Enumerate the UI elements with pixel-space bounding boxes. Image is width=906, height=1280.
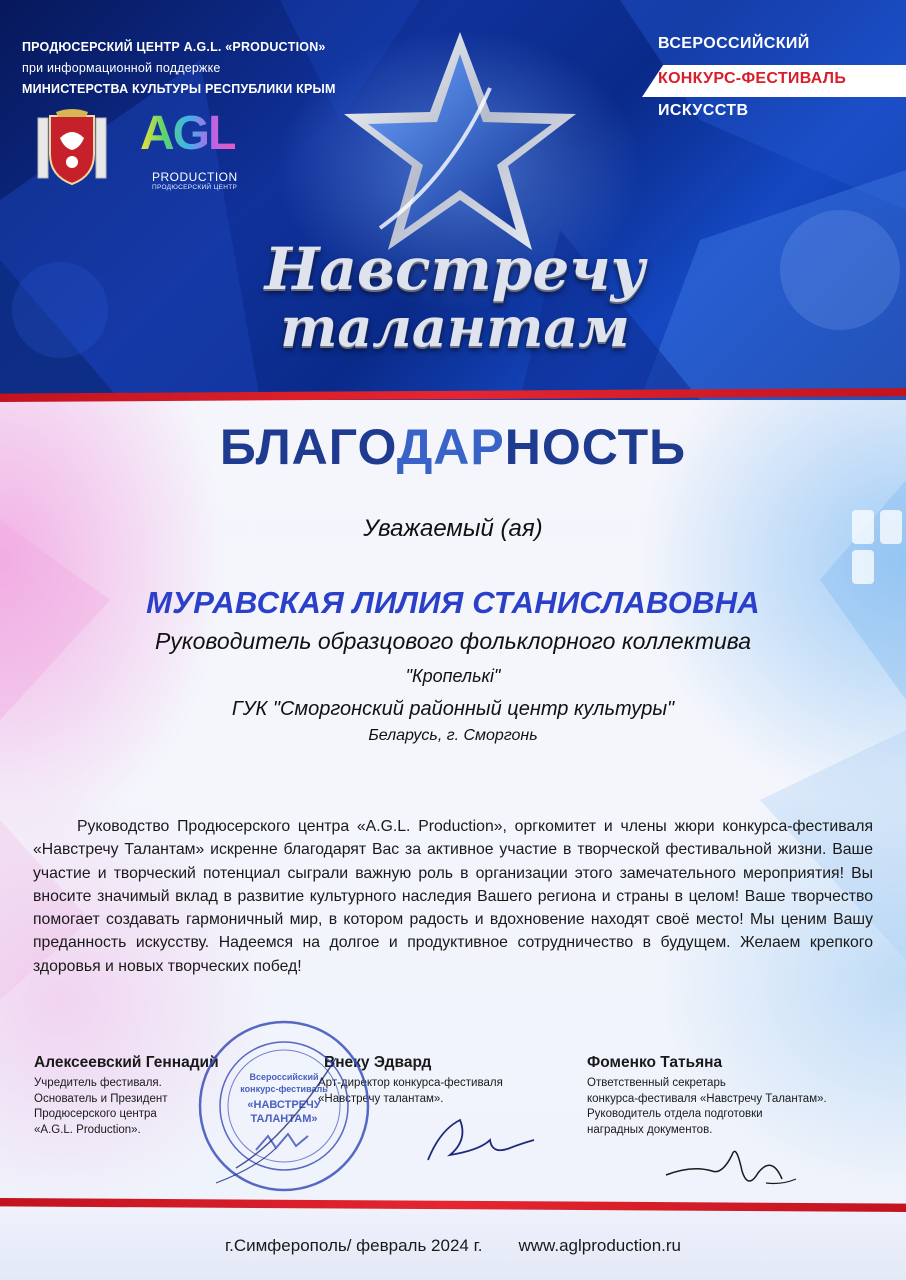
- recipient-name: МУРАВСКАЯ ЛИЛИЯ СТАНИСЛАВОВНА: [146, 585, 760, 620]
- stamp-line1: Всероссийский: [249, 1072, 319, 1082]
- ministry-line: МИНИСТЕРСТВА КУЛЬТУРЫ РЕСПУБЛИКИ КРЫМ: [22, 82, 336, 96]
- support-line: при информационной поддержке: [22, 61, 221, 75]
- footer-text: [0, 1236, 906, 1256]
- location: Беларусь, г. Сморгонь: [368, 727, 538, 744]
- silver-star-icon: [340, 28, 580, 258]
- title-part1: БЛАГО: [219, 419, 397, 475]
- certificate-title: [0, 418, 906, 476]
- title-part3: НОСТЬ: [504, 419, 687, 475]
- festival-stamp-icon: [196, 1018, 372, 1194]
- signatory-line: конкурса-фестиваля «Навстречу Талантам».: [587, 1092, 827, 1105]
- signatory-name: Внеку Эдвард: [324, 1054, 432, 1071]
- signatory-line: «A.G.L. Production».: [34, 1123, 141, 1136]
- greeting: Уважаемый (ая): [363, 515, 543, 542]
- signature-handwriting-icon: [662, 1135, 812, 1195]
- signatory-line: Продюсерского центра: [34, 1108, 157, 1120]
- producer-line: ПРОДЮСЕРСКИЙ ЦЕНТР A.G.L. «PRODUCTION»: [22, 40, 326, 54]
- festival-title-line2: талантам: [280, 295, 630, 359]
- gratitude-text: Руководство Продюсерского центра «A.G.L. Production», оргкомитет и члены жюри конкурса-фестиваля «Навстречу Талантам» искренне благодарят Вас за активное участие в творческой фестивальной жизни. Ваше участие и творческий потенциал сыграли важную роль в организации этого замечательного мероприятия! Вы вносите значимый вклад в развитие культурного наследия Вашего региона и страны в целом! Ваше творчество помогает создавать гармоничный мир, в котором радость и вдохновение находят своё место! Мы ценим Вашу преданность искусству. Надеемся на долгое и продуктивное сотрудничество в будущем. Желаем крепкого здоровья и новых творческих побед!: [33, 818, 873, 975]
- signatory-line: Основатель и Президент: [34, 1092, 168, 1105]
- signatory-line: Руководитель отдела подготовки: [587, 1108, 763, 1120]
- festival-title-line1: Навстречу: [264, 235, 646, 303]
- contest-line1: ВСЕРОССИЙСКИЙ: [658, 35, 810, 52]
- agl-subtitle: ПРОДЮСЕРСКИЙ ЦЕНТР: [152, 184, 238, 191]
- collective-name: "Кропелькі": [405, 666, 501, 686]
- stamp-line3: «НАВСТРЕЧУ: [247, 1099, 321, 1111]
- signatory-line: Учредитель фестиваля.: [34, 1077, 162, 1089]
- header-banner: [0, 0, 906, 400]
- recipient-role: Руководитель образцового фольклорного коллектива: [154, 628, 752, 654]
- header-sponsor-text: [22, 37, 336, 100]
- crimea-coat-of-arms-icon: [36, 108, 108, 188]
- signatory-line: «Навстречу талантам».: [318, 1092, 444, 1105]
- signature-handwriting-icon: [420, 1110, 540, 1170]
- footer-place-date: г.Симферополь/ февраль 2024 г.: [225, 1236, 483, 1255]
- festival-title-logo: [255, 235, 655, 359]
- signatory-line: наградных документов.: [587, 1123, 713, 1136]
- title-part2: ДАР: [396, 419, 505, 475]
- agl-production-label: PRODUCTION: [152, 170, 238, 184]
- stamp-line2: конкурс-фестиваль: [240, 1084, 328, 1094]
- signatory-name: Фоменко Татьяна: [587, 1054, 723, 1071]
- contest-line3: ИСКУССТВ: [658, 102, 749, 119]
- contest-line2: КОНКУРС-ФЕСТИВАЛЬ: [658, 70, 847, 87]
- stamp-line4: ТАЛАНТАМ»: [250, 1113, 318, 1125]
- signatory-line: Ответственный секретарь: [587, 1077, 726, 1089]
- organization-name: ГУК "Сморгонский районный центр культуры": [231, 698, 675, 720]
- footer-red-stripe: [0, 1198, 906, 1212]
- signatory-name: Алексеевский Геннадий: [34, 1054, 219, 1071]
- agl-production-logo: [140, 106, 260, 196]
- agl-logo-text: AGL: [140, 107, 236, 160]
- signature-block-3: [587, 1052, 887, 1138]
- footer-website-link[interactable]: www.aglproduction.ru: [518, 1236, 681, 1255]
- signatory-line: Арт-директор конкурса-фестиваля: [318, 1077, 503, 1089]
